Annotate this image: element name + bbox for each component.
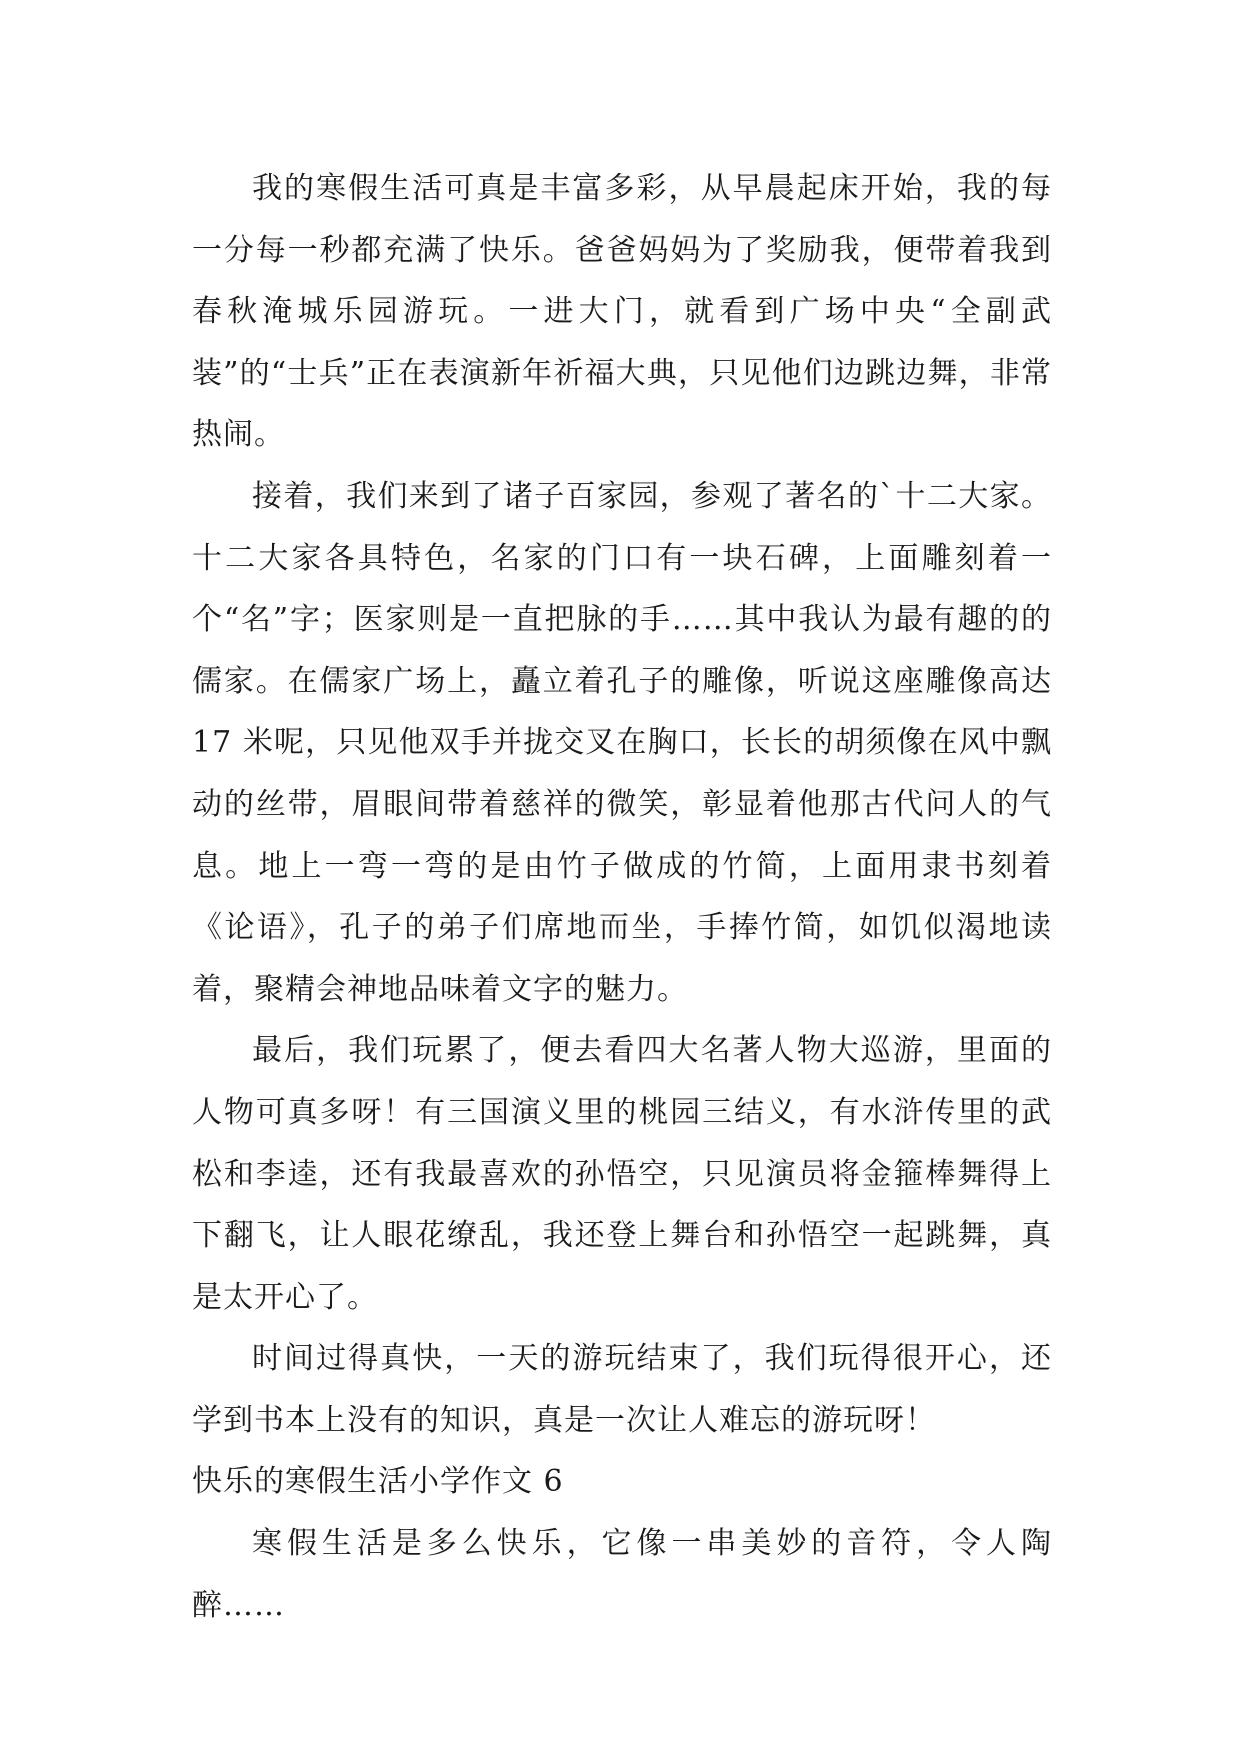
paragraph-5: 寒假生活是多么快乐，它像一串美妙的音符，令人陶醉…… — [192, 1526, 1052, 1623]
document-body — [192, 158, 1052, 1636]
paragraph-1: 我的寒假生活可真是丰富多彩，从早晨起床开始，我的每一分每一秒都充满了快乐。爸爸妈妈为了奖励我，便带着我到春秋淹城乐园游玩。一进大门，就看到广场中央“全副武装”的“士兵”正在表演新年祈福大典，只见他们边跳边舞，非常热闹。 — [192, 171, 1052, 453]
section-title: 快乐的寒假生活小学作文 6 — [192, 1464, 564, 1500]
paragraph-4: 时间过得真快，一天的游玩结束了，我们玩得很开心，还学到书本上没有的知识，真是一次让人难忘的游玩呀！ — [192, 1341, 1052, 1438]
paragraph-3: 最后，我们玩累了，便去看四大名著人物大巡游，里面的人物可真多呀！有三国演义里的桃园三结义，有水浒传里的武松和李逵，还有我最喜欢的孙悟空，只见演员将金箍棒舞得上下翻飞，让人眼花缭乱，我还登上舞台和孙悟空一起跳舞，真是太开心了。 — [192, 1033, 1052, 1315]
paragraph-2: 接着，我们来到了诸子百家园，参观了著名的`十二大家。十二大家各具特色，名家的门口有一块石碑，上面雕刻着一个“名”字；医家则是一直把脉的手……其中我认为最有趣的的儒家。在儒家广场上，矗立着孔子的雕像，听说这座雕像高达 17 米呢，只见他双手并拢交叉在胸口，长长的胡须像在风中飘动的丝带，眉眼间带着慈祥的微笑，彰显着他那古代问人的气息。地上一弯一弯的是由竹子做成的竹简，上面用隶书刻着《论语》，孔子的弟子们席地而坐，手捧竹简，如饥似渴地读着，聚精会神地品味着文字的魅力。 — [192, 478, 1052, 1007]
